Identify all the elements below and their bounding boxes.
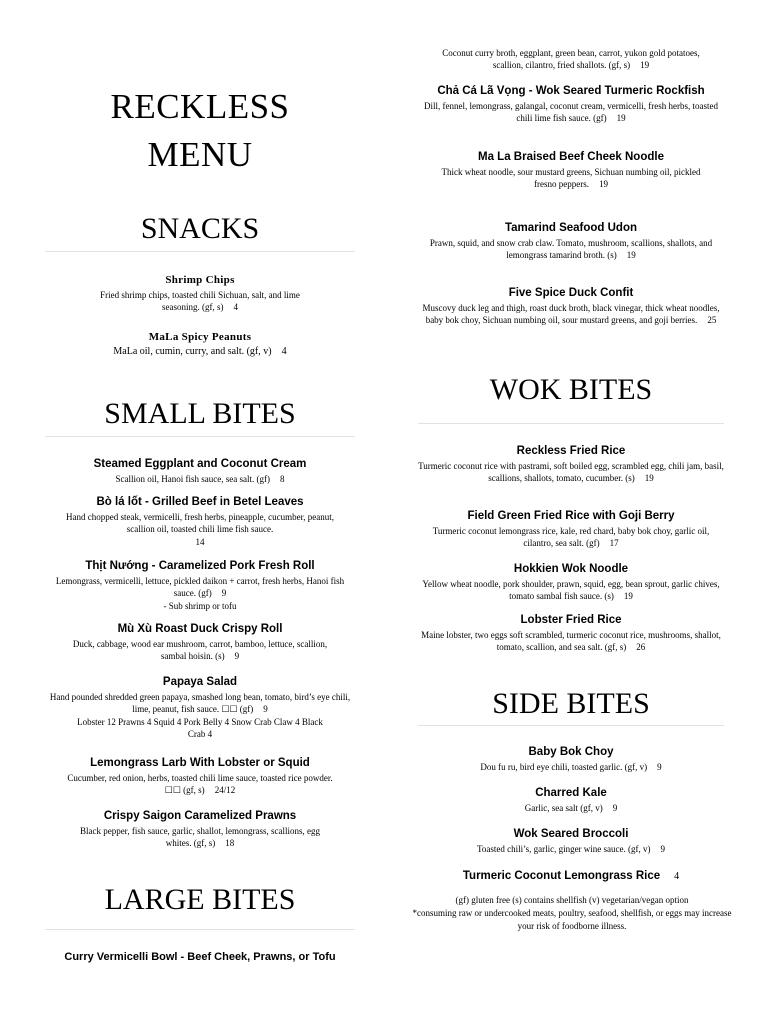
item-desc: Maine lobster, two eggs soft scrambled, turmeric coconut rice, mushrooms, shallot, tomato, scallion, and sea salt. (gf, s) [421, 630, 721, 653]
menu-item-curry-vermicelli-name [35, 950, 365, 964]
item-desc: Coconut curry broth, eggplant, green bean, carrot, yukon gold potatoes, scallion, cilantro, fried shallots. (gf, s) [442, 48, 700, 71]
item-name: Field Green Fried Rice with Goji Berry [467, 510, 675, 522]
item-name: Turmeric Coconut Lemongrass Rice [462, 870, 661, 882]
item-desc: Dou fu ru, bird eye chili, toasted garlic. (gf, v) [480, 762, 648, 772]
item-price: 25 [707, 315, 717, 326]
menu-item-turmeric-rice [418, 869, 724, 884]
item-desc: Turmeric coconut lemongrass rice, kale, red chard, baby bok choy, garlic oil, cilantro, sea salt. (gf) [432, 526, 710, 549]
item-desc: MaLa oil, cumin, curry, and salt. (gf, v) [113, 346, 272, 357]
menu-item-baby-bok-choy [418, 745, 724, 773]
item-price: 4 [674, 871, 680, 882]
item-price: 9 [234, 651, 240, 662]
item-desc: Prawn, squid, and snow crab claw. Tomato, mushroom, scallions, shallots, and lemongrass tamarind broth. (s) [429, 238, 713, 261]
item-name: Bò lá lốt - Grilled Beef in Betel Leaves [96, 496, 304, 508]
item-name: Baby Bok Choy [528, 746, 614, 758]
item-price: 19 [644, 473, 654, 484]
item-price: 19 [623, 591, 633, 602]
item-desc: Hand chopped steak, vermicelli, fresh herbs, pineapple, cucumber, peanut, scallion oil, toasted chili lime fish sauce. [65, 512, 335, 535]
item-desc: Garlic, sea salt (gf, v) [524, 803, 603, 813]
item-price: 19 [626, 250, 636, 261]
menu-title-line1: RECKLESS [110, 87, 290, 126]
menu-item-field-green-fried-rice [418, 509, 724, 550]
side-bites-heading: SIDE BITES [492, 687, 650, 720]
item-desc: Black pepper, fish sauce, garlic, shallot, lemongrass, scallions, egg whites. (gf, s) [79, 826, 321, 849]
item-price: 24/12 [214, 785, 236, 796]
item-price: 9 [657, 762, 662, 772]
menu-item-hokkien-noodle [418, 562, 724, 603]
item-note: - Sub shrimp or tofu [163, 600, 237, 611]
small-bites-divider [45, 436, 355, 437]
item-name: Thịt Nướng - Caramelized Pork Fresh Roll [85, 560, 315, 572]
item-desc: Lemongrass, vermicelli, lettuce, pickled daikon + carrot, fresh herbs, Hanoi fish sauce. (gf) [55, 576, 345, 599]
menu-item-steamed-eggplant [45, 457, 355, 485]
item-name: Hokkien Wok Noodle [513, 563, 629, 575]
item-name: Charred Kale [535, 787, 607, 799]
item-desc: Dill, fennel, lemongrass, galangal, coconut cream, vermicelli, fresh herbs, toasted chili lime fish sauce. (gf) [424, 101, 718, 124]
dietary-legend [408, 894, 736, 933]
dietary-legend-line: (gf) gluten free (s) contains shellfish (v) vegetarian/vegan option [455, 895, 689, 905]
menu-item-lobster-fried-rice [418, 613, 724, 654]
menu-item-duck-confit [418, 286, 724, 327]
item-desc: Scallion oil, Hanoi fish sauce, sea salt. (gf) [115, 474, 270, 484]
item-price: 19 [616, 113, 626, 124]
menu-item-mu-xu-duck-roll [45, 622, 355, 663]
item-desc: Muscovy duck leg and thigh, roast duck broth, black vinegar, thick wheat noodles, baby bok choy, Sichuan numbing oil, sour mustard greens, and goji berries. [422, 303, 720, 326]
item-name: Mù Xù Roast Duck Crispy Roll [117, 623, 283, 635]
item-name: Chả Cá Lã Vọng - Wok Seared Turmeric Rockfish [437, 85, 705, 97]
item-price: 26 [636, 642, 646, 653]
side-bites-divider [418, 725, 724, 726]
item-name: Lobster Fried Rice [520, 614, 622, 626]
menu-item-reckless-fried-rice [418, 444, 724, 485]
item-name: Shrimp Chips [165, 274, 235, 286]
item-name: Five Spice Duck Confit [508, 287, 634, 299]
item-name: Ma La Braised Beef Cheek Noodle [478, 151, 664, 163]
item-price: 4 [233, 302, 238, 313]
item-name: Curry Vermicelli Bowl - Beef Cheek, Prawns, or Tofu [64, 951, 336, 963]
consumer-advisory: *consuming raw or undercooked meats, poultry, seafood, shellfish, or eggs may increase your risk of foodborne illness. [412, 908, 732, 931]
item-desc: Turmeric coconut rice with pastrami, soft boiled egg, scrambled egg, chili jam, basil, scallions, shallots, tomato, cucumber. (s) [418, 461, 724, 484]
item-price: 9 [660, 844, 666, 854]
menu-item-wok-seared-broccoli [418, 827, 724, 855]
item-price: 9 [221, 588, 227, 599]
menu-item-papaya-salad [45, 675, 355, 741]
large-bites-heading: LARGE BITES [104, 883, 296, 916]
small-bites-heading: SMALL BITES [104, 397, 296, 430]
snacks-heading: SNACKS [140, 212, 260, 245]
menu-item-curry-vermicelli-desc [418, 45, 724, 72]
wok-bites-heading: WOK BITES [489, 373, 653, 406]
item-desc: Toasted chili’s, garlic, ginger wine sauce. (gf, v) [476, 844, 651, 854]
menu-item-shrimp-chips [45, 273, 355, 314]
wok-bites-divider [418, 423, 724, 424]
item-price: 19 [640, 60, 650, 71]
menu-item-saigon-prawns [45, 809, 355, 850]
item-name: MaLa Spicy Peanuts [148, 331, 252, 343]
item-price: 18 [225, 838, 235, 849]
menu-title-line2: MENU [147, 135, 253, 174]
item-name: Lemongrass Larb With Lobster or Squid [90, 757, 310, 769]
item-name: Steamed Eggplant and Coconut Cream [93, 458, 307, 470]
menu-item-thit-nuong [45, 559, 355, 612]
item-price: 19 [598, 179, 608, 190]
menu-item-bo-la-lot [45, 495, 355, 548]
item-desc: Thick wheat noodle, sour mustard greens, Sichuan numbing oil, pickled fresno peppers. [441, 167, 701, 190]
item-name: Papaya Salad [162, 676, 238, 688]
menu-item-mala-peanuts [45, 330, 355, 358]
item-price: 9 [263, 704, 268, 715]
menu-item-tamarind-udon [418, 221, 724, 262]
item-price: 4 [281, 346, 287, 357]
item-name: Crispy Saigon Caramelized Prawns [103, 810, 297, 822]
item-name: Reckless Fried Rice [516, 445, 626, 457]
menu-item-lemongrass-larb [45, 756, 355, 797]
item-price: 17 [609, 538, 619, 549]
item-desc: Fried shrimp chips, toasted chili Sichuan, salt, and lime seasoning. (gf, s) [100, 290, 300, 313]
item-desc: Hand pounded shredded green papaya, smashed long bean, tomato, bird’s eye chili, lime, peanut, fish sauce. ☐☐ (gf) [49, 692, 351, 715]
menu-item-beef-cheek-noodle [418, 150, 724, 191]
item-price: 14 [195, 536, 205, 547]
menu-item-cha-ca [418, 84, 724, 125]
item-price: 8 [279, 474, 285, 484]
snacks-divider [45, 251, 355, 252]
item-name: Tamarind Seafood Udon [504, 222, 638, 234]
item-desc: Duck, cabbage, wood ear mushroom, carrot, bamboo, lettuce, scallion, sambal hoisin. (s) [72, 639, 328, 662]
item-name: Wok Seared Broccoli [513, 828, 629, 840]
menu-item-charred-kale [418, 786, 724, 814]
item-desc: Yellow wheat noodle, pork shoulder, prawn, squid, egg, bean sprout, garlic chives, tomato sambal fish sauce. (s) [422, 579, 720, 602]
item-price: 9 [612, 803, 618, 813]
item-desc: Cucumber, red onion, herbs, toasted chili lime sauce, toasted rice powder. ☐☐ (gf, s) [67, 773, 333, 796]
item-addons: Lobster 12 Prawns 4 Squid 4 Pork Belly 4 Snow Crab Claw 4 Black Crab 4 [77, 716, 323, 740]
large-bites-divider [45, 929, 355, 930]
